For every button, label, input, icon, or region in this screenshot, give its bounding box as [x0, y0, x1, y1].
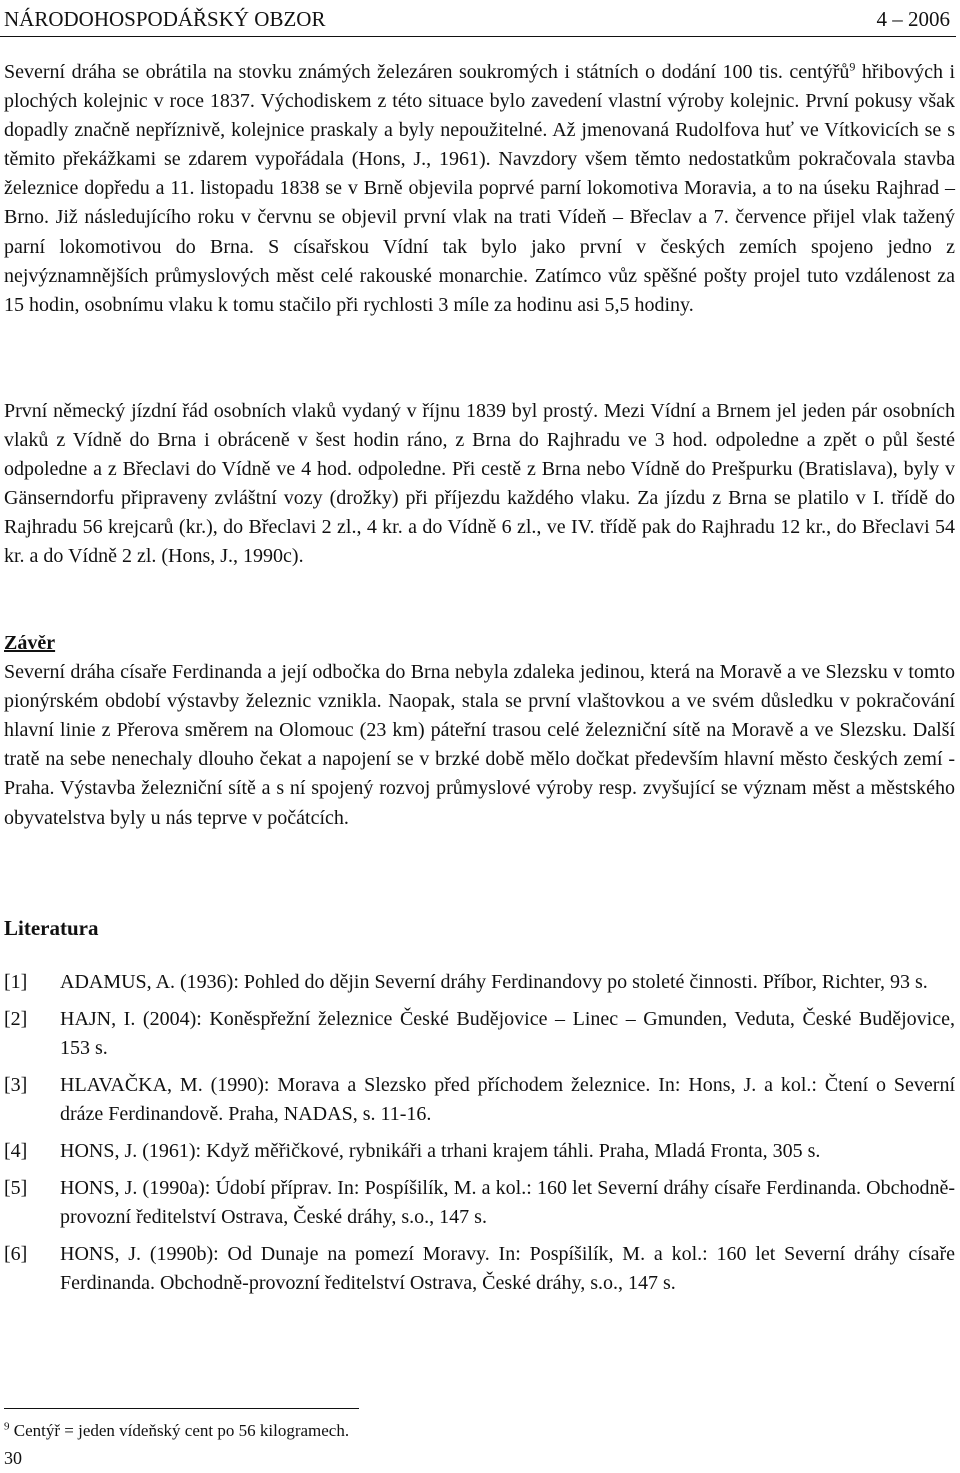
- paragraph-2: [4, 397, 955, 572]
- running-header: [0, 6, 956, 37]
- reference-number: [6]: [4, 1243, 28, 1265]
- conclusion-text: Severní dráha císaře Ferdinanda a její odbočka do Brna nebyla zdaleka jedinou, která na Moravě a ve Slezsku v tomto pionýrském období výstavby železnic vznikla. Naopak, stala se první vlaštovkou a ve svém důsledku v pokračování hlavní linie z Přerova směrem na Olomouc (23 km) páteřní trasou celé železniční sítě na Moravě a ve Slezsku. Další tratě na sebe nenechaly dlouho čekat a napojení se v brzké době mělo dočkat především hlavní město českých zemí - Praha. Výstavba železniční sítě a s ní spojený rozvoj průmyslové výroby resp. zvyšující se význam měst a městského obyvatelstva byly u nás teprve v počátcích.: [4, 661, 955, 829]
- literature-heading: Literatura: [4, 916, 99, 940]
- reference-number: [2]: [4, 1008, 28, 1030]
- reference-item: [4, 1071, 955, 1129]
- conclusion-heading: Závěr: [4, 632, 56, 654]
- reference-item: [4, 1240, 955, 1298]
- reference-list: [4, 968, 955, 1306]
- paragraph-1: [4, 58, 955, 320]
- reference-number: [5]: [4, 1177, 28, 1199]
- reference-number: [4]: [4, 1140, 28, 1162]
- reference-item: [4, 1005, 955, 1063]
- paragraph-1-text-b: hřibových i plochých kolejnic v roce 1837. Východiskem z této situace bylo zavedení vlastní výroby kolejnic. První pokusy však dopadly značně nepříznivě, kolejnice praskaly a byly nepoužitelné. Až jmenovaná Rudolfova huť ve Vítkovicích se s těmito překážkami se zdarem vypořádala (Hons, J., 1961). Navzdory všem těmto nedostatkům pokračovala stavba železnice dopředu a 11. listopadu 1838 se v Brně objevila poprvé parní lokomotiva Moravia, a to na úseku Rajhrad – Brno. Již následujícího roku v červnu se objevil první vlak na trati Vídeň – Břeclav a 7. července přijel vlak tažený parní lokomotivou do Brna. S císařskou Vídní tak bylo jako první v českých zemích spojeno jedno z nejvýznamnějších průmyslových měst celé rakouské monarchie. Zatímco vůz spěšné pošty projel tuto vzdálenost za 15 hodin, osobnímu vlaku k tomu stačilo při rychlosti 3 míle za hodinu asi 5,5 hodiny.: [4, 61, 955, 316]
- reference-item: [4, 968, 955, 997]
- reference-number: [1]: [4, 971, 28, 993]
- footnote-mark: 9: [4, 1420, 10, 1433]
- reference-item: [4, 1174, 955, 1232]
- paragraph-1-text-a: Severní dráha se obrátila na stovku známých železáren soukromých i státních o dodání 100 tis. centýřů: [4, 61, 850, 83]
- page-number: 30: [4, 1448, 22, 1468]
- reference-text: HAJN, I. (2004): Koněspřežní železnice České Budějovice – Linec – Gmunden, Veduta, České Budějovice, 153 s.: [60, 1008, 955, 1059]
- reference-item: [4, 1137, 955, 1166]
- reference-text: HONS, J. (1990b): Od Dunaje na pomezí Moravy. In: Pospíšilík, M. a kol.: 160 let Severní dráhy císaře Ferdinanda. Obchodně-provozní ředitelství Ostrava, České dráhy, s.o., 147 s.: [60, 1243, 955, 1294]
- reference-text: HLAVAČKA, M. (1990): Morava a Slezsko před příchodem železnice. In: Hons, J. a kol.: Čtení o Severní dráze Ferdinandově. Praha, NADAS, s. 11-16.: [60, 1074, 955, 1125]
- reference-text: ADAMUS, A. (1936): Pohled do dějin Severní dráhy Ferdinandovy po stoleté činnosti. Příbor, Richter, 93 s.: [60, 971, 928, 993]
- reference-number: [3]: [4, 1074, 28, 1096]
- issue-number: 4 – 2006: [876, 7, 950, 31]
- footnote-divider: [4, 1408, 359, 1409]
- journal-title: NÁRODOHOSPODÁŘSKÝ OBZOR: [4, 7, 326, 31]
- footnote: [4, 1419, 349, 1443]
- reference-text: HONS, J. (1990a): Údobí příprav. In: Pospíšilík, M. a kol.: 160 let Severní dráhy císaře Ferdinanda. Obchodně-provozní ředitelství Ostrava, České dráhy, s.o., 147 s.: [60, 1177, 955, 1228]
- conclusion-section: [4, 629, 955, 833]
- reference-text: HONS, J. (1961): Když měřičkové, rybnikáři a trhani krajem táhli. Praha, Mladá Fronta, 305 s.: [60, 1140, 821, 1162]
- footnote-text: Centýř = jeden vídeňský cent po 56 kilogramech.: [9, 1421, 350, 1440]
- footnote-reference: 9: [849, 59, 856, 74]
- paragraph-2-text: První německý jízdní řád osobních vlaků vydaný v říjnu 1839 byl prostý. Mezi Vídní a Brnem jel jeden pár osobních vlaků z Vídně do Brna i obráceně v šest hodin ráno, z Brna do Rajhradu ve 3 hod. odpoledne a zpět o půl šesté odpoledne a z Břeclavi do Vídně ve 4 hod. odpoledne. Při cestě z Brna nebo Vídně do Prešpurku (Bratislava), byly v Gänserndorfu připraveny zvláštní vozy (drožky) při příjezdu každého vlaku. Za jízdu z Brna se platilo v I. třídě do Rajhradu 56 krejcarů (kr.), do Břeclavi 2 zl., 4 kr. a do Vídně 6 zl., ve IV. třídě pak do Rajhradu 12 kr., do Břeclavi 54 kr. a do Vídně 2 zl. (Hons, J., 1990c).: [4, 400, 955, 568]
